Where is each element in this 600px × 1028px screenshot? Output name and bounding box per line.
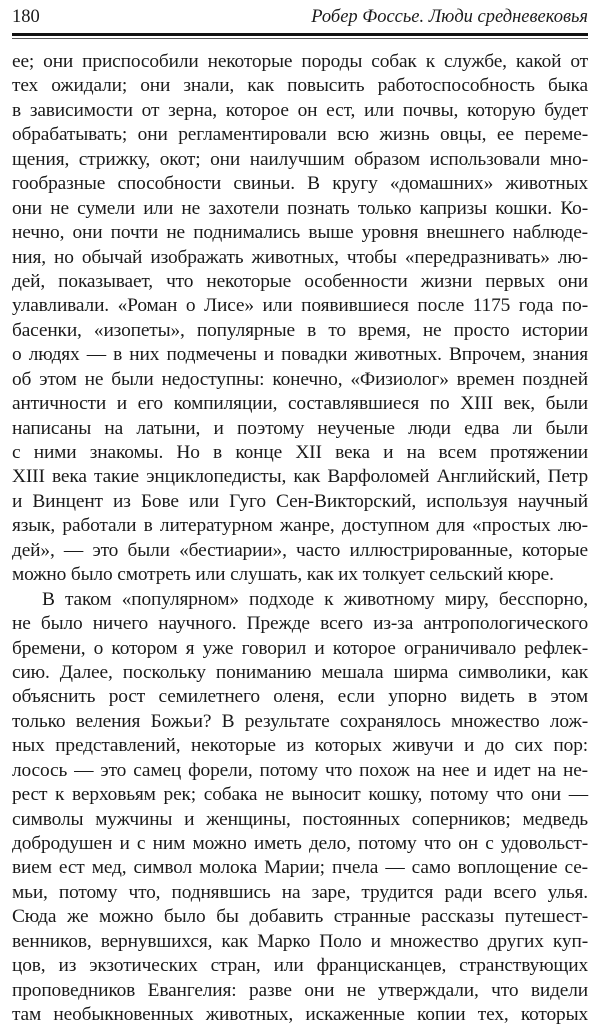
running-title: Робер Фоссье. Люди средневековья — [311, 7, 588, 27]
header-rule-thin — [12, 38, 588, 39]
text-line: только веления Божьи? В результате сохранялось множество лож- — [12, 710, 588, 732]
text-line: они не сумели или не захотели познать только капризы кошки. Ко- — [12, 197, 588, 219]
text-line: тех ожидали; они знали, как повысить работоспособность быка — [12, 75, 588, 97]
text-line: гообразные способности свиньи. В кругу «домашних» животных — [12, 173, 588, 195]
text-line: с ними знакомы. Но в конце XII века и на всем протяжении — [12, 442, 588, 463]
text-line: В таком «популярном» подходе к животному миру, бесспорно, — [42, 588, 588, 610]
text-line: объяснить рост семилетнего оленя, если упорно видеть в этом — [12, 686, 588, 708]
text-line: добродушен и с ним можно иметь дело, потому что он с удовольст- — [12, 833, 588, 854]
paragraph — [12, 50, 588, 588]
text-line: рест к верховьям рек; собака не выносит кошку, потому что они — — [12, 784, 588, 806]
text-line: проповедников Евангелия: разве они не утверждали, что видели — [12, 979, 588, 1001]
text-line: об этом не были недоступны: конечно, «Физиолог» времен поздней — [12, 368, 588, 390]
text-line: античности и его компиляции, составлявшиеся по XIII век, были — [12, 393, 588, 415]
text-line: не было ничего научного. Прежде всего из-за антропологического — [12, 613, 588, 635]
text-line: можно было смотреть или слушать, как их толкует сельский кюре. — [12, 564, 554, 586]
text-line: язык, работали в литературном жанре, доступном для «простых лю- — [12, 515, 588, 537]
text-line: там необыкновенных животных, искаженные копии тех, которых — [12, 1004, 588, 1026]
text-line: написаны на латыни, и поэтому неученые люди едва ли были — [12, 417, 588, 439]
text-line: дей, показывает, что некоторые особенности жизни первых они — [12, 270, 588, 292]
text-line: вием ест мед, символ молока Марии; пчела — само воплощение се- — [12, 857, 588, 879]
book-page — [12, 0, 588, 1026]
text-line: мьи, потому что, поднявшись на заре, трудится ради всего улья. — [12, 881, 588, 903]
text-line: ных представлений, некоторые из которых живучи и до сих пор: — [12, 735, 588, 757]
text-line: Сюда же можно было бы добавить странные рассказы путешест- — [12, 906, 588, 928]
text-line: ния, но обычай изображать животных, чтобы «передразнивать» лю- — [12, 246, 588, 268]
header-rule-thick — [12, 33, 588, 36]
text-line: дей», — это были «бестиарии», часто иллюстрированные, которые — [12, 539, 588, 561]
text-line: нечно, они почти не поднимались выше уровня внешнего наблюде- — [12, 222, 588, 244]
text-line: XIII века такие энциклопедисты, как Варфоломей Английский, Петр — [12, 466, 588, 488]
text-line: лосось — это самец форели, потому что похож на нее и идет на не- — [12, 759, 588, 781]
text-line: бремени, о котором я уже говорил и которое ограничивало рефлек- — [12, 637, 588, 659]
text-line: сию. Далее, поскольку пониманию мешала ширма символики, как — [12, 661, 588, 683]
page-number: 180 — [12, 7, 40, 27]
text-line: и Винцент из Бове или Гуго Сен-Викторский, используя научный — [12, 490, 588, 512]
body-text — [12, 50, 588, 1028]
text-line: венников, вернувшихся, как Марко Поло и множество других куп- — [12, 930, 588, 952]
text-line: улавливали. «Роман о Лисе» или появившиеся после 1175 года по- — [12, 295, 588, 317]
text-line: о людях — в них подмечены и повадки животных. Впрочем, знания — [12, 344, 588, 366]
text-line: символы мужчины и женщины, постоянных соперников; медведь — [12, 808, 588, 830]
text-line: ее; они приспособили некоторые породы собак к службе, какой от — [12, 51, 588, 72]
running-head — [12, 4, 588, 30]
paragraph — [12, 588, 588, 1028]
text-line: басенки, «изопеты», популярные в то время, не просто истории — [12, 319, 588, 341]
text-line: обрабатывать; они регламентировали всю жизнь овцы, ее переме- — [12, 124, 588, 146]
text-line: щения, стрижку, окот; они наилучшим образом использовали мно- — [12, 148, 588, 170]
text-line: цов, из экзотических стран, или францисканцев, странствующих — [12, 955, 588, 977]
text-line: в зависимости от зерна, которое он ест, или почвы, которую будет — [12, 99, 588, 121]
